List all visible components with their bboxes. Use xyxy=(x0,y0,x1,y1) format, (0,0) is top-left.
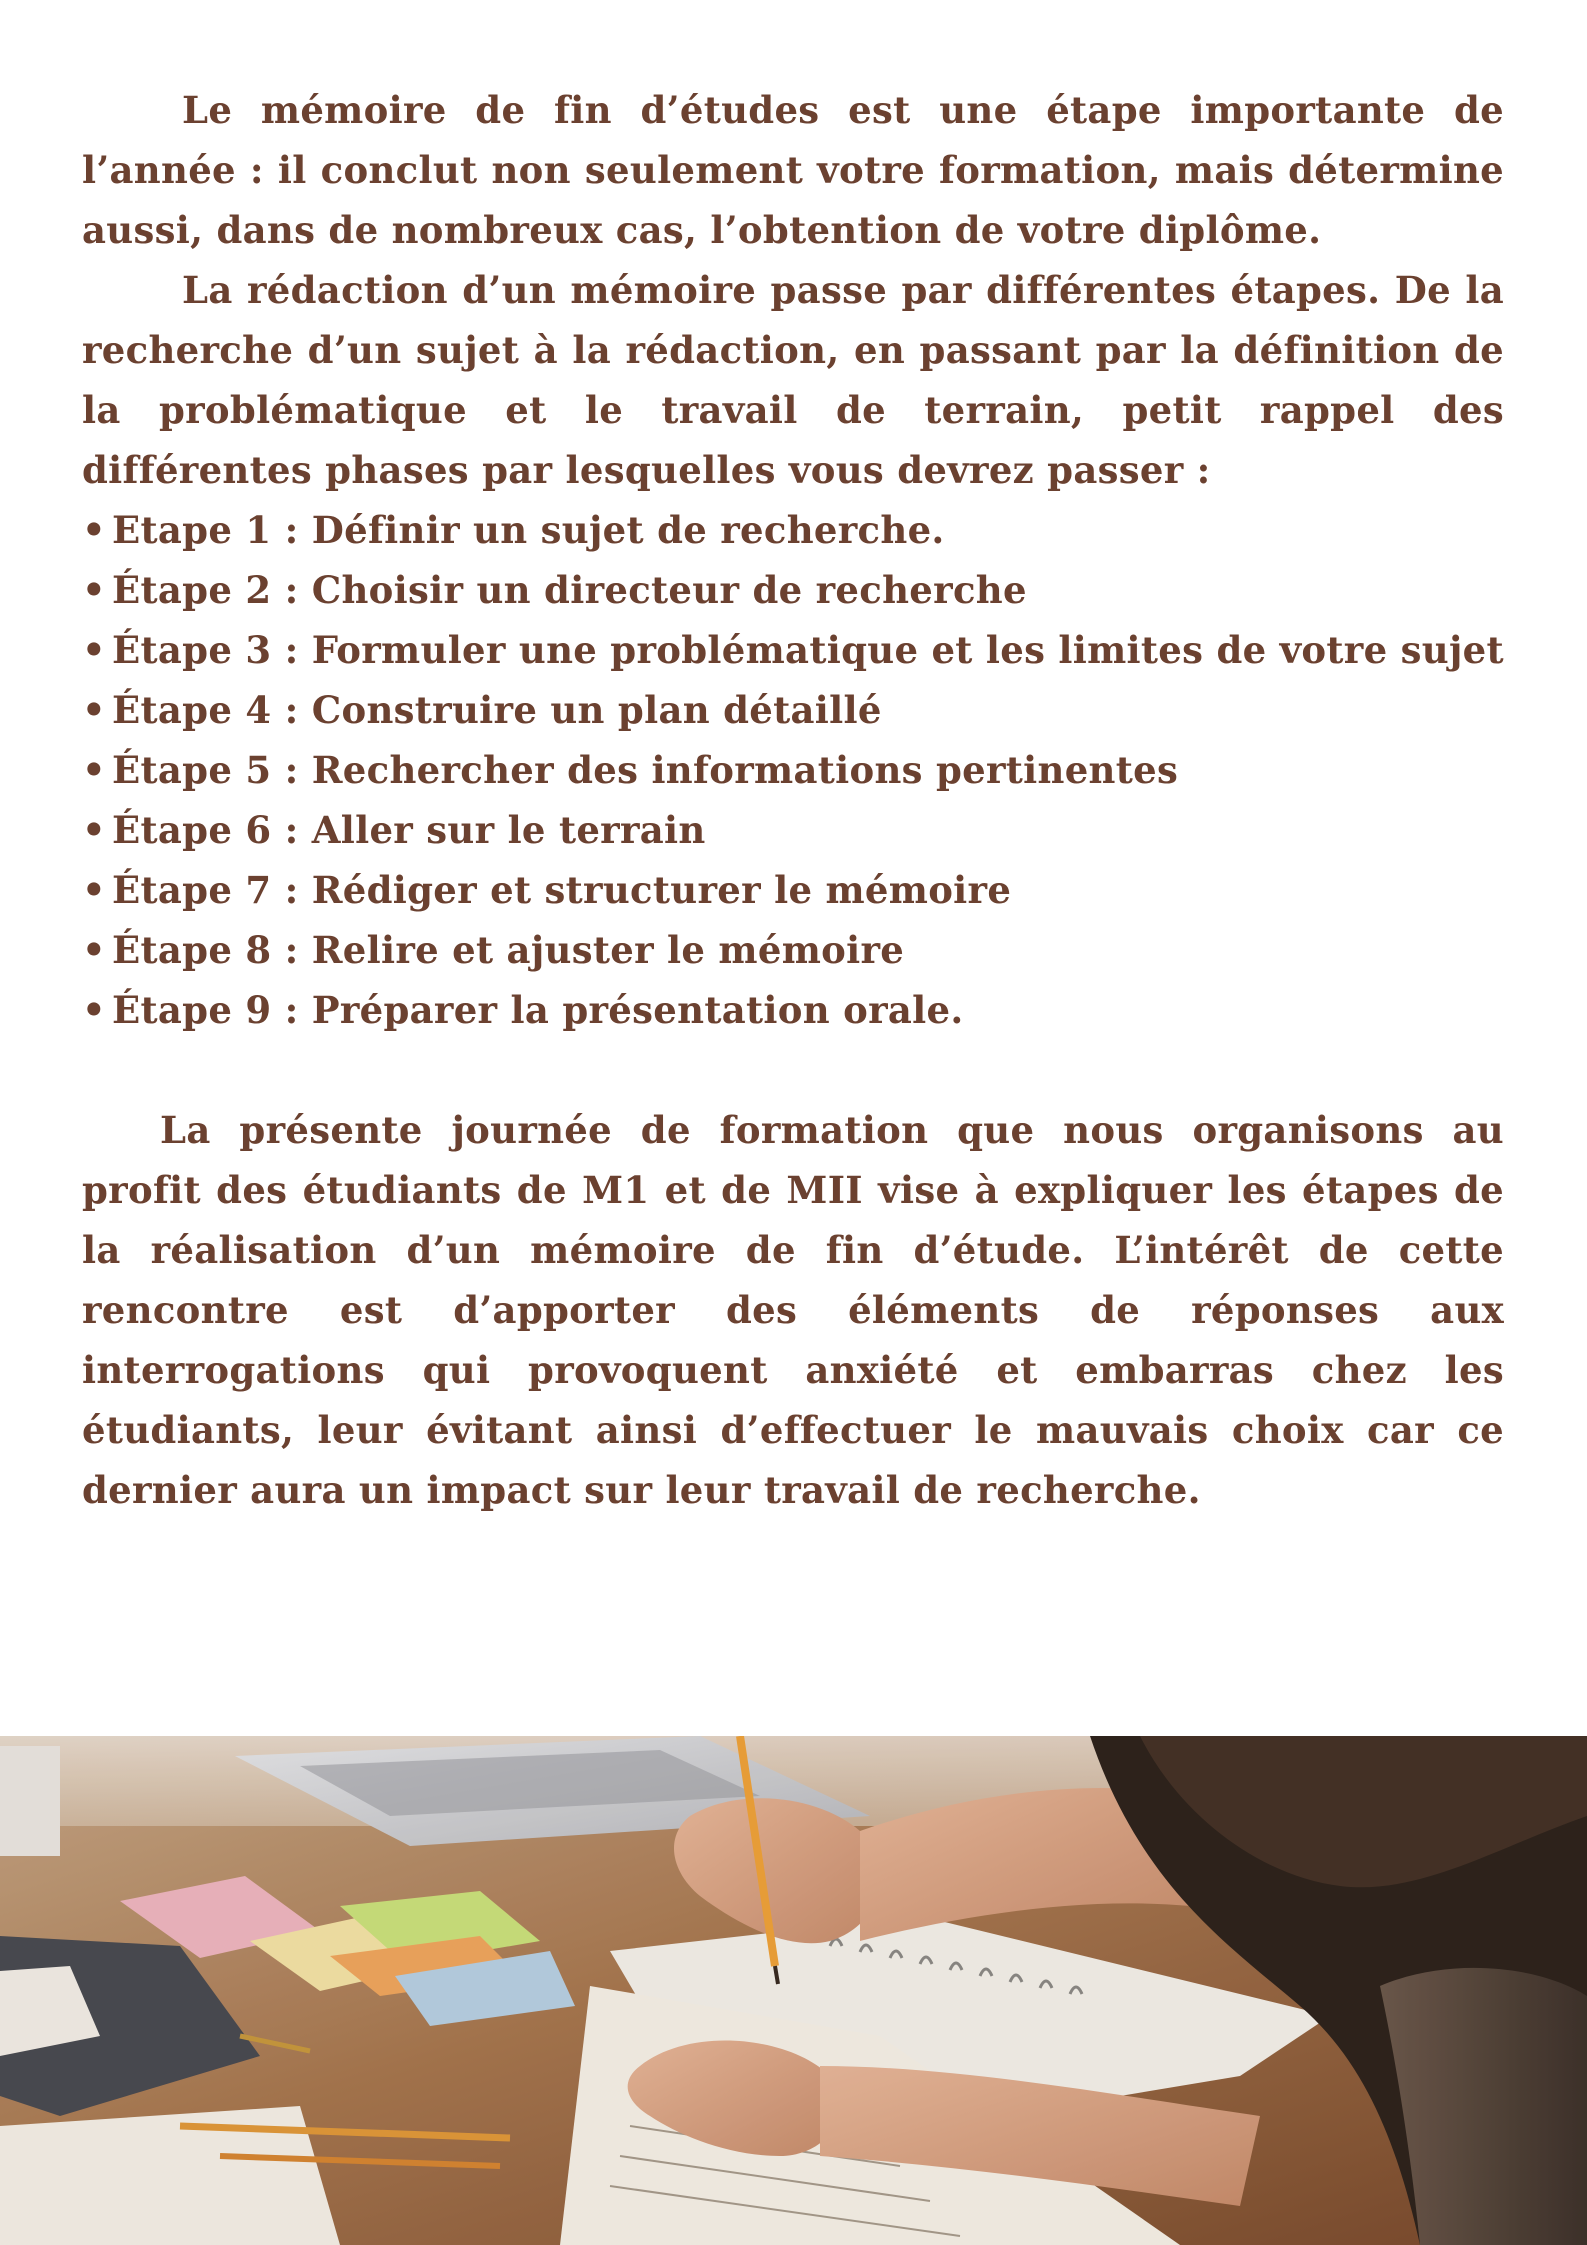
bullet-icon: • xyxy=(82,508,106,552)
step-item-4 xyxy=(82,680,1504,740)
bullet-icon: • xyxy=(82,748,106,792)
paragraph-spacer xyxy=(82,1040,1504,1100)
step-text: Étape 9 : Préparer la présentation orale. xyxy=(112,988,964,1032)
step-item-1 xyxy=(82,500,1504,560)
step-item-2 xyxy=(82,560,1504,620)
bullet-icon: • xyxy=(82,688,106,732)
bullet-icon: • xyxy=(82,568,106,612)
step-item-8 xyxy=(82,920,1504,980)
step-item-7 xyxy=(82,860,1504,920)
step-text: Étape 8 : Relire et ajuster le mémoire xyxy=(112,928,905,972)
intro-paragraph-1: Le mémoire de fin d’études est une étape importante de l’année : il conclut non seulement votre formation, mais détermine aussi, dans de nombreux cas, l’obtention de votre diplôme. xyxy=(82,88,1504,252)
students-writing-photo xyxy=(0,1736,1587,2245)
step-text: Étape 7 : Rédiger et structurer le mémoire xyxy=(112,868,1012,912)
step-text: Etape 1 : Définir un sujet de recherche. xyxy=(112,508,945,552)
step-text: Étape 2 : Choisir un directeur de recherche xyxy=(112,568,1027,612)
step-text: Étape 4 : Construire un plan détaillé xyxy=(112,688,882,732)
step-text: Étape 6 : Aller sur le terrain xyxy=(112,808,706,852)
step-item-5 xyxy=(82,740,1504,800)
bullet-icon: • xyxy=(82,628,106,672)
bullet-icon: • xyxy=(82,988,106,1032)
step-item-9 xyxy=(82,980,1504,1040)
body-text xyxy=(82,80,1504,1520)
step-item-6 xyxy=(82,800,1504,860)
bullet-icon: • xyxy=(82,868,106,912)
steps-list xyxy=(82,500,1504,1040)
intro-paragraph-2: La rédaction d’un mémoire passe par différentes étapes. De la recherche d’un sujet à la rédaction, en passant par la définition de la problématique et le travail de terrain, petit rappel des différentes phases par lesquelles vous devrez passer : xyxy=(82,268,1504,492)
bullet-icon: • xyxy=(82,928,106,972)
bullet-icon: • xyxy=(82,808,106,852)
photo-illustration xyxy=(0,1736,1587,2245)
step-item-3 xyxy=(82,620,1504,680)
step-text: Étape 3 : Formuler une problématique et les limites de votre sujet xyxy=(112,628,1504,672)
step-text: Étape 5 : Rechercher des informations pertinentes xyxy=(112,748,1179,792)
conclusion-paragraph: La présente journée de formation que nous organisons au profit des étudiants de M1 et de MII vise à expliquer les étapes de la réalisation d’un mémoire de fin d’étude. L’intérêt de cette rencontre est d’apporter des éléments de réponses aux interrogations qui provoquent anxiété et embarras chez les étudiants, leur évitant ainsi d’effectuer le mauvais choix car ce dernier aura un impact sur leur travail de recherche. xyxy=(82,1108,1504,1512)
